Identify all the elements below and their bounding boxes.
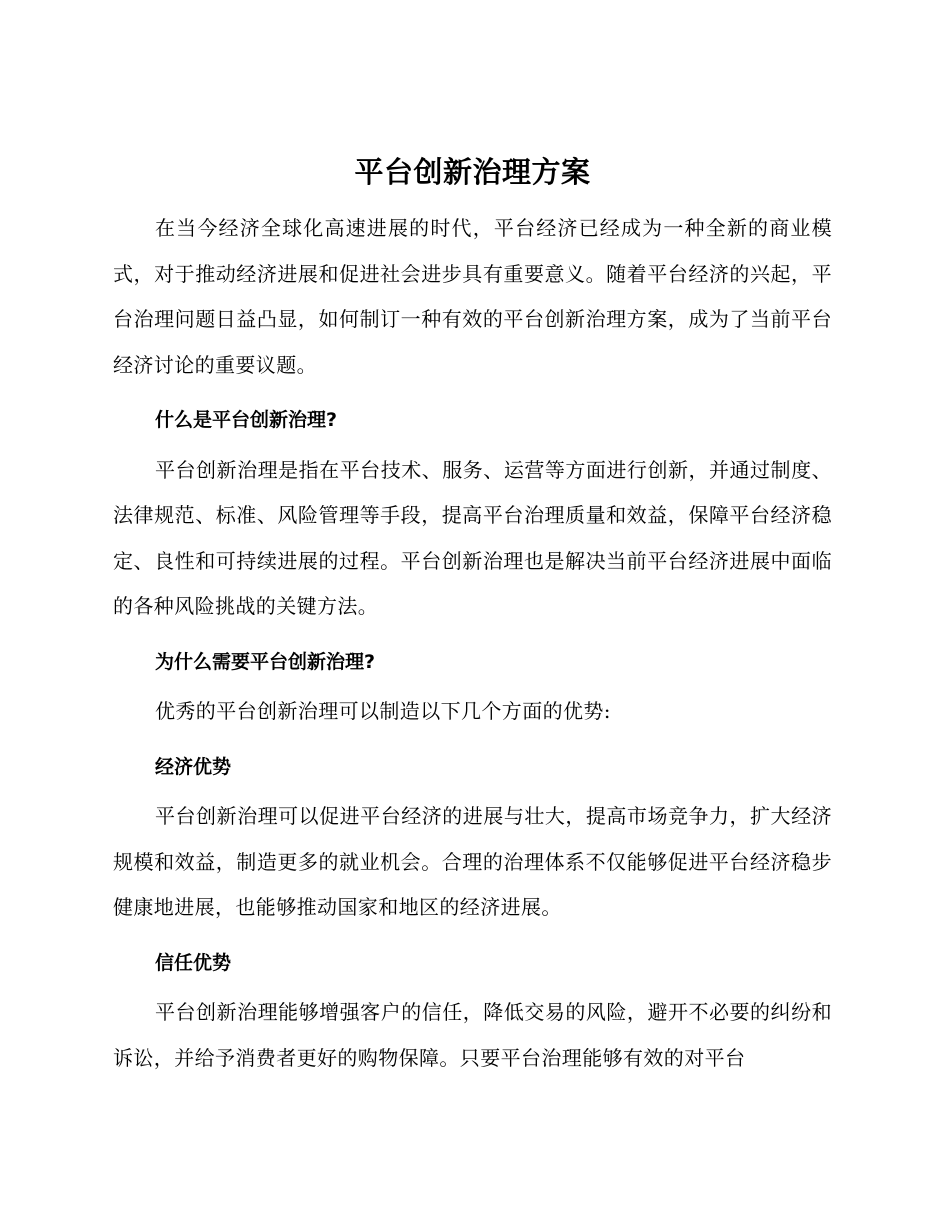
document-title: 平台创新治理方案 bbox=[354, 155, 591, 189]
section-heading-trust: 信任优势 bbox=[155, 951, 232, 974]
section-body-what: 平台创新治理是指在平台技术、服务、运营等方面进行创新，并通过制度、法律规范、标准、风险管理等手段，提高平台治理质量和效益，保障平台经济稳定、良性和可持续进展的过程。平台创新治理也是解决当前平台经济进展中面临的各种风险挑战的关键方法。 bbox=[113, 457, 832, 618]
section-body-trust: 平台创新治理能够增强客户的信任，降低交易的风险，避开不必要的纠纷和诉讼，并给予消费者更好的购物保障。只要平台治理能够有效的对平台 bbox=[113, 1000, 832, 1070]
intro-paragraph: 在当今经济全球化高速进展的时代，平台经济已经成为一种全新的商业模式，对于推动经济进展和促进社会进步具有重要意义。随着平台经济的兴起，平台治理问题日益凸显，如何制订一种有效的平台创新治理方案，成为了当前平台经济讨论的重要议题。 bbox=[113, 216, 832, 377]
section-body-why: 优秀的平台创新治理可以制造以下几个方面的优势: bbox=[155, 699, 611, 723]
section-heading-why: 为什么需要平台创新治理? bbox=[155, 650, 376, 673]
section-body-economic: 平台创新治理可以促进平台经济的进展与壮大，提高市场竞争力，扩大经济规模和效益，制造更多的就业机会。合理的治理体系不仅能够促进平台经济稳步健康地进展，也能够推动国家和地区的经济进展。 bbox=[113, 804, 832, 919]
section-heading-what: 什么是平台创新治理? bbox=[155, 409, 338, 431]
section-heading-economic: 经济优势 bbox=[155, 755, 232, 778]
